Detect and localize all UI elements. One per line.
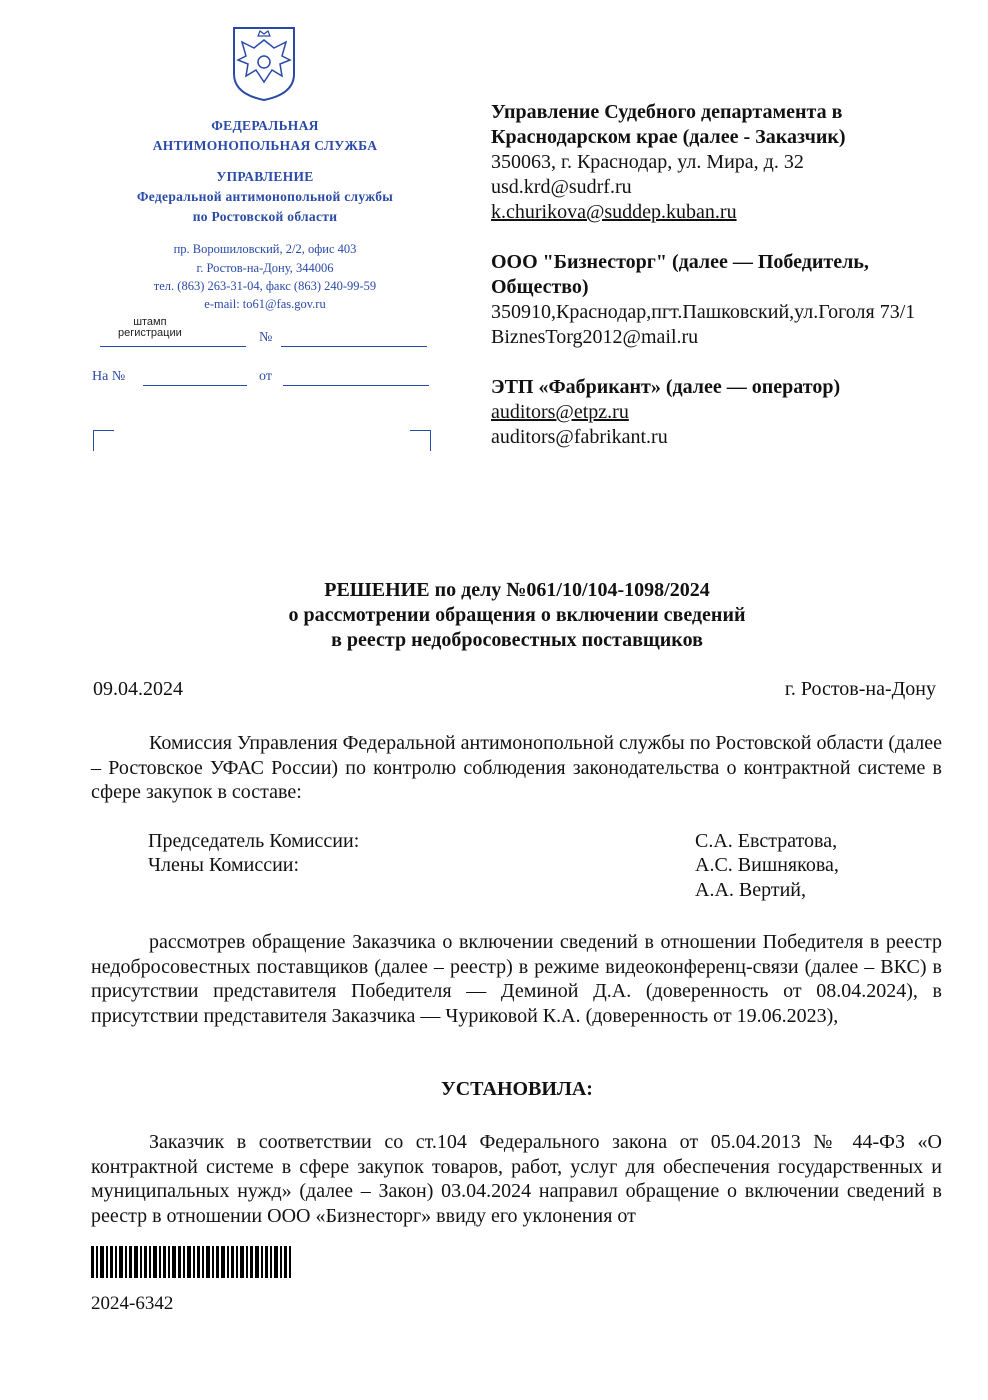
corner-mark-left <box>93 430 114 451</box>
letterhead-email: e-mail: to61@fas.gov.ru <box>204 297 326 311</box>
barcode-number: 2024-6342 <box>91 1293 174 1314</box>
letterhead-line4: Федеральной антимонопольной службы <box>136 189 394 204</box>
coat-of-arms-icon <box>229 24 299 102</box>
customer-email1[interactable]: usd.krd@sudrf.ru <box>491 176 632 198</box>
addressee-operator <box>491 375 931 450</box>
winner-email[interactable]: BiznesTorg2012@mail.ru <box>491 326 699 348</box>
title-line3: в реестр недобросовестных поставщиков <box>331 629 703 651</box>
number-line <box>281 346 427 347</box>
addressee-winner <box>491 250 931 350</box>
body-paragraph: Заказчик в соответствии со ст.104 Федерального закона от 05.04.2013 № 44-ФЗ «О контрактной системе в сфере закупок товаров, работ, услуг для обеспечения государственных и муниципальных нужд» (далее – Закон) 03.04.2024 направил обращение о включении сведений в реестр в отношении ООО «Бизнесторг» ввиду его уклонения от <box>91 1131 942 1227</box>
letterhead-line1: ФЕДЕРАЛЬНАЯ <box>211 118 319 133</box>
letterhead-address1: пр. Ворошиловский, 2/2, офис 403 <box>173 242 357 256</box>
title-line2: о рассмотрении обращения о включении сведений <box>288 604 746 626</box>
customer-email2[interactable]: k.churikova@suddep.kuban.ru <box>491 201 737 223</box>
members-label: Члены Комиссии: <box>148 854 300 876</box>
operator-email1[interactable]: auditors@etpz.ru <box>491 401 629 423</box>
decision-title <box>90 578 944 653</box>
from-date-line <box>283 385 429 386</box>
established-heading: УСТАНОВИЛА: <box>441 1078 593 1100</box>
stamp-line2: регистрации <box>118 327 182 339</box>
corner-mark-right <box>410 430 431 451</box>
barcode-icon <box>91 1246 291 1278</box>
number-label: № <box>259 330 273 345</box>
from-label: от <box>259 369 272 384</box>
addressees <box>491 100 931 475</box>
title-line1: РЕШЕНИЕ по делу №061/10/104-1098/2024 <box>324 579 710 601</box>
registration-stamp <box>118 317 182 339</box>
winner-address: 350910,Краснодар,пгт.Пашковский,ул.Гоголя 73/1 <box>491 301 916 323</box>
reply-to-label: На № <box>92 369 126 384</box>
stamp-line1: штамп <box>133 316 167 328</box>
commission-intro: Комиссия Управления Федеральной антимонопольной службы по Ростовской области (далее – Ростовское УФАС России) по контролю соблюдения законодательства о контрактной системе в сфере закупок в составе: <box>91 732 942 803</box>
decision-city: г. Ростов-на-Дону <box>784 678 936 700</box>
customer-address: 350063, г. Краснодар, ул. Мира, д. 32 <box>491 151 804 173</box>
chair-name: С.А. Евстратова, <box>695 830 838 852</box>
operator-email2[interactable]: auditors@fabrikant.ru <box>491 426 668 448</box>
member1-name: А.С. Вишнякова, <box>695 854 839 876</box>
letterhead-phones: тел. (863) 263-31-04, факс (863) 240-99-59 <box>153 279 377 293</box>
winner-name: ООО "Бизнесторг" (далее — Победитель, Общество) <box>491 251 869 298</box>
reply-number-line <box>143 385 247 386</box>
decision-date: 09.04.2024 <box>93 678 183 700</box>
customer-name: Управление Судебного департамента в Краснодарском крае (далее - Заказчик) <box>491 101 846 148</box>
registration-line <box>100 346 246 347</box>
chair-label: Председатель Комиссии: <box>148 830 360 852</box>
letterhead-line2: АНТИМОНОПОЛЬНАЯ СЛУЖБА <box>152 138 378 153</box>
operator-name: ЭТП «Фабрикант» (далее — оператор) <box>491 376 841 398</box>
letterhead-line5: по Ростовской области <box>192 209 338 224</box>
letterhead-line3: УПРАВЛЕНИЕ <box>216 169 314 184</box>
addressee-customer <box>491 100 931 225</box>
member2-name: А.А. Вертий, <box>695 879 806 901</box>
considering-paragraph: рассмотрев обращение Заказчика о включении сведений в отношении Победителя в реестр недобросовестных поставщиков (далее – реестр) в режиме видеоконференц-связи (далее – ВКС) в присутствии представителя Победителя — Деминой Д.А. (доверенность от 08.04.2024), в присутствии представителя Заказчика — Чуриковой К.А. (доверенность от 19.06.2023), <box>91 931 942 1027</box>
letterhead-address2: г. Ростов-на-Дону, 344006 <box>196 261 334 275</box>
